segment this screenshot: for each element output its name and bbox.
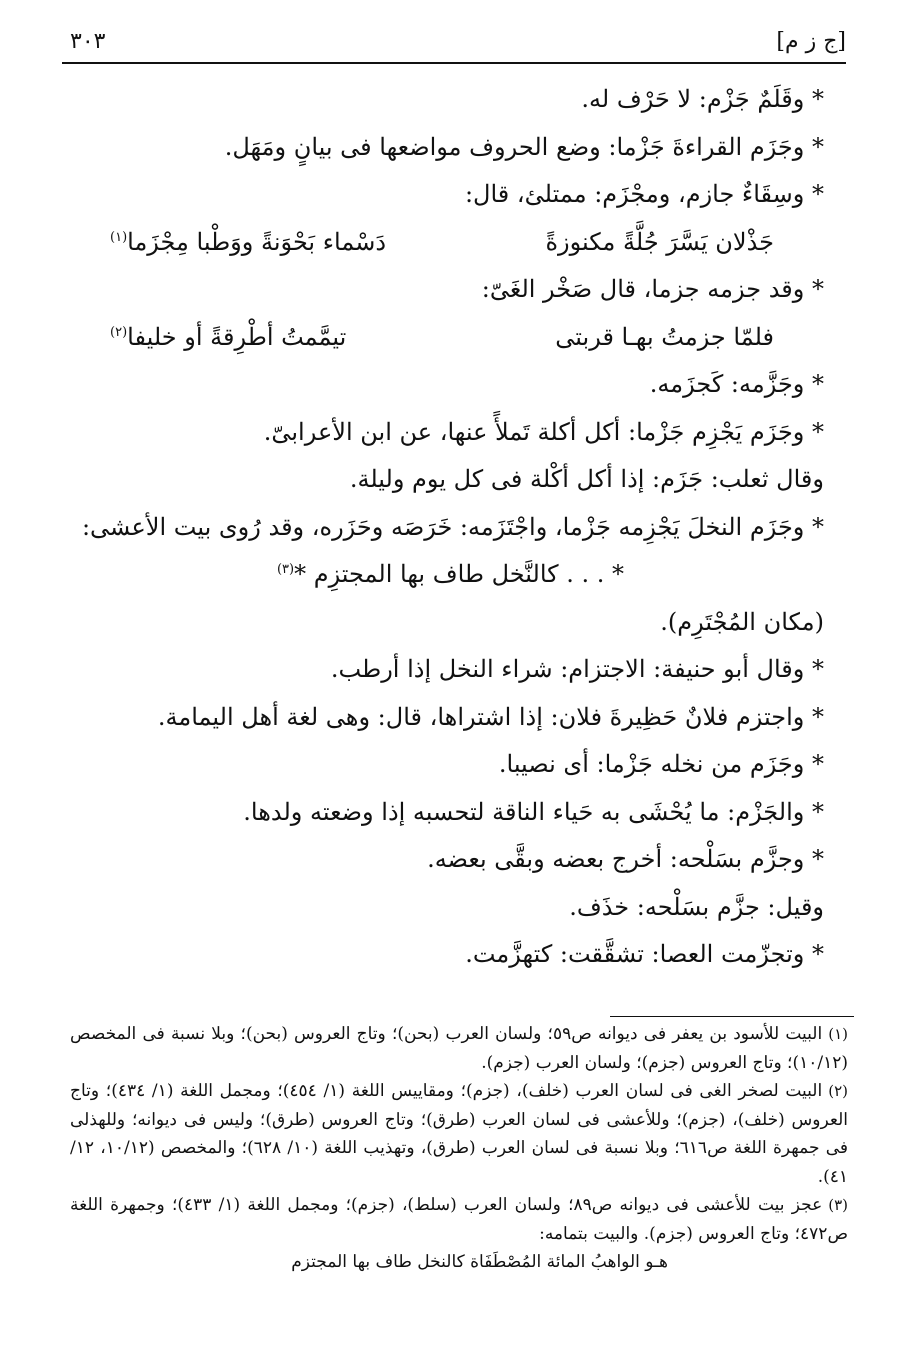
line-text: * واجتزم فلانٌ حَظِيرةَ فلان: إذا اشتراها، قال: وهى لغة أهل اليمامة. [157,702,824,731]
footnote-verse-second: ة كالنخل طاف بها المجتزم [291,1252,480,1272]
footnote-ref: (٢) [110,324,128,340]
page-header [70,26,846,56]
text-line [70,124,824,172]
footnote-number: (٣) [828,1196,848,1214]
verse-line [70,314,824,362]
footnote-rule [610,1016,854,1017]
line-text: * وجَزَم القراءةَ جَزْما: وضع الحروف مواضعها فى بيانٍ ومَهَل. [224,132,824,161]
verse-first-hemistich: جَذْلان يَسَّرَ جُلَّةً مكنوزةً [545,227,774,256]
text-line [70,884,824,932]
text-line [70,789,824,837]
page-number: ٣٠٣ [70,28,106,54]
line-text: * وجَزَم يَجْزِم جَزْما: أكل أكلة تَملأً عنها، عن ابن الأعرابىّ. [263,417,824,446]
line-text: * وجزَّم بسَلْحه: أخرج بعضه وبقَّى بعضه. [427,845,824,873]
footnote-3 [70,1191,848,1248]
line-text: * وتجزّمت العصا: تشقَّقت: كتهزَّمت. [465,940,824,968]
footnote-verse [70,1248,848,1277]
text-line [70,551,824,599]
line-text: * وجَزَم النخلَ يَجْزِمه جَزْما، واجْتَزَمه: خَرَصَه وحَزَره، وقد رُوى بيت الأعشى: [81,512,824,541]
footnote-text: البيت للأسود بن يعفر فى ديوانه ص٥٩؛ ولسان العرب (بحن)؛ وتاج العروس (بحن)؛ وبلا نسبة فى المخصص (١٠/١٢)؛ وتاج العروس (جزم)؛ ولسان العرب (جزم). [70,1024,848,1073]
line-text: * وجَزَّمه: كَجزَمه. [649,370,824,398]
footnote-number: (١) [828,1025,848,1043]
line-text: * وقال أبو حنيفة: الاجتزام: شراء النخل إذا أرطب. [330,655,824,683]
footnote-verse-first: هـو الواهبُ المائة المُصْطَفَا [479,1252,668,1272]
text-line [70,504,824,552]
line-text: وقيل: جزَّم بسَلْحه: خذَف. [569,892,824,921]
line-text: * والجَزْم: ما يُحْشَى به حَياء الناقة لتحسبه إذا وضعته ولدها. [243,797,824,826]
text-line [70,76,824,124]
text-line [70,266,824,314]
text-line [70,171,824,219]
footnote-text: البيت لصخر الغى فى لسان العرب (خلف)، (جزم)؛ ومقاييس اللغة (١/ ٤٥٤)؛ ومجمل اللغة (١/ ٤٣٤)؛ وتاج العروس (خلف)، (جزم)؛ وللأعشى فى لسان العرب (طرق)؛ وتاج العروس (طرق)؛ وليس فى ديوانه؛ وللهذلى فى جمهرة اللغة ص٦١٦؛ وبلا نسبة فى لسان العرب (طرق)، وتهذيب اللغة (١٠/ ٦٢٨)؛ والمخصص (١٠/١٢، ١٢/ ٤١). [70,1081,849,1187]
footnote-text: عجز بيت للأعشى فى ديوانه ص٨٩؛ ولسان العرب (سلط)، (جزم)؛ ومجمل اللغة (١/ ٤٣٣)؛ وجمهرة اللغة ص٤٧٢؛ وتاج العروس (جزم). والبيت بتمامه: [70,1195,848,1244]
line-text: * . . . كالنَّخل طاف بها المجتزِم * [294,560,624,588]
text-line [70,646,824,694]
text-line [70,836,824,884]
footnote-1 [70,1020,848,1077]
line-text: * وجَزَم من نخله جَزْما: أى نصيبا. [498,750,824,778]
footnotes [70,1020,848,1277]
verse-second-hemistich [110,219,386,267]
footnote-number: (٢) [828,1082,848,1100]
text-line [70,456,824,504]
verse-text: دَسْماء بَحْوَنةً ووَطْبا مِجْزَما [127,227,387,256]
text-line [70,361,824,409]
verse-first-hemistich: فلمّا جزمتُ بهـا قربتى [555,322,774,351]
line-text: وقال ثعلب: جَزَم: إذا أكل أكْلة فى كل يوم وليلة. [349,465,824,493]
text-line [70,931,824,979]
verse-line [70,219,824,267]
footnote-ref: (٣) [276,562,295,577]
text-line [70,599,824,647]
main-text [70,76,824,979]
header-rule [62,62,846,64]
verse-text: تيمَّمتُ أطْرِقةً أو خليفا [127,322,347,351]
root-label: [ج ز م] [776,28,846,54]
verse-second-hemistich [110,314,346,362]
text-line [70,694,824,742]
text-line [70,741,824,789]
text-line [70,409,824,457]
line-text: * وسِقَاءٌ جازم، ومجْزَم: ممتلئ، قال: [464,180,824,208]
footnote-ref: (١) [110,229,128,245]
line-text: * وقَلَمٌ جَزْم: لا حَرْف له. [581,85,824,113]
line-text: (مكان المُجْتَرِم). [660,607,824,636]
line-text: * وقد جزمه جزما، قال صَخْر الغَىّ: [481,275,824,303]
footnote-2 [70,1077,848,1191]
